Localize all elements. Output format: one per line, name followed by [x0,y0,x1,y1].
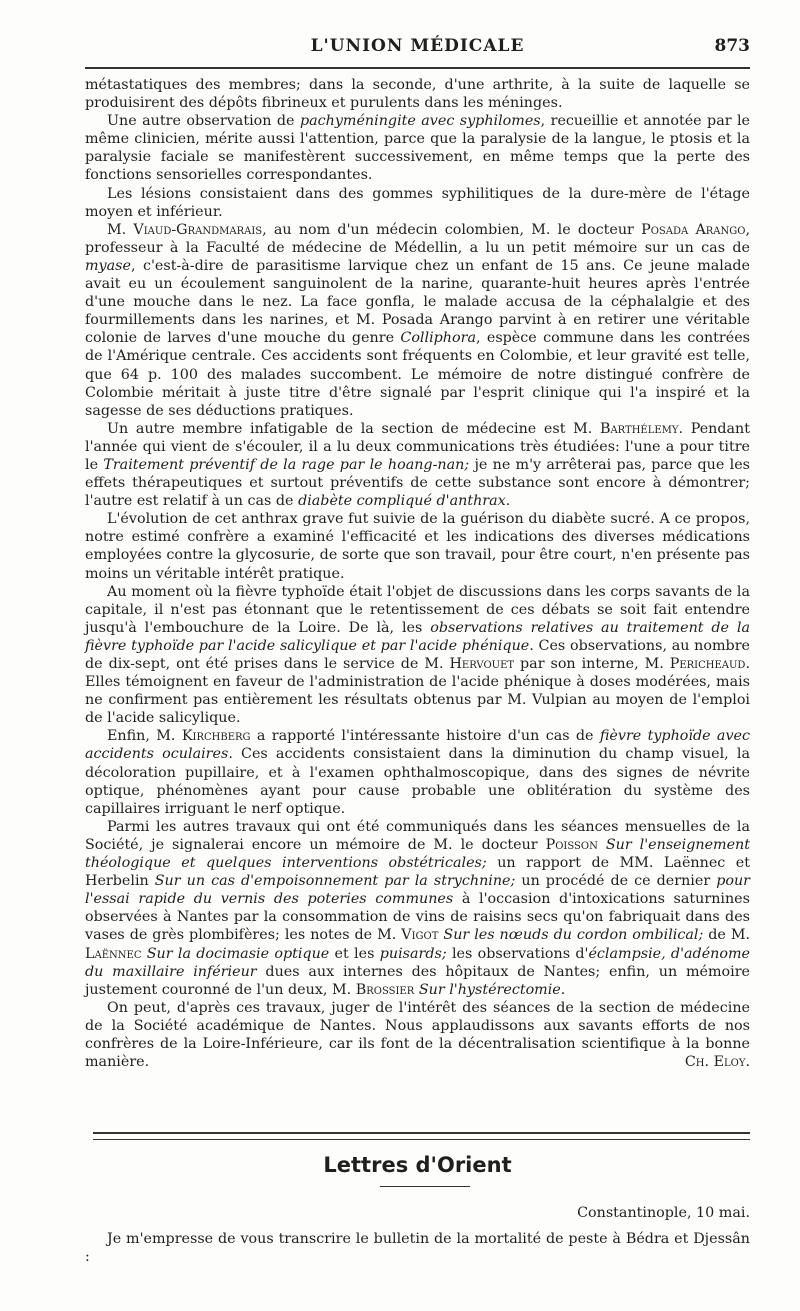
paragraph [85,727,750,817]
text: à l'occasion d'intoxications saturnines observées à Nantes par la consommation de vins de raisins secs qu'on fabriquait dans des vases de grès plombifères; les notes de M. [85,891,750,944]
paragraph [85,510,750,582]
page-number: 873 [714,36,750,56]
person-name: Hervouet [449,656,515,672]
running-header [85,36,750,60]
italic-title: pachyméningite avec syphilomes [299,113,541,130]
letter-body [85,1230,750,1266]
text: un rapport de MM. Laënnec et Herbelin [85,855,750,890]
text: . Pendant l'année qui vient de s'écouler, il a lu deux communications très étudiées: l'une a pour titre le [85,420,750,473]
text: . [560,981,566,998]
italic-title: Traitement préventif de la rage par le hoang-nan; [103,456,470,473]
text: de M. [703,927,751,944]
person-name: Laënnec [85,945,142,962]
text: . Ces observations, au nombre de dix-sept, ont été prises dans le service de M. [85,637,750,672]
paragraph [85,1230,750,1266]
italic-title: fièvre typhoïde avec accidents oculaires [85,728,750,763]
text: , c'est-à-dire de parasitisme larvique chez un enfant de 15 ans. Ce jeune malade avait eu un écoulement sanguinolent de la narine, quarante-huit heures après l'entrée d'une mouche dans le nez. La face gonfla, le malade accusa de la céphalalgie et des fourmillements dans les narines, et M. Posada Arango parvint à en retirer une véritable colonie de larves d'une mouche du genre [85,257,750,347]
paragraph [85,76,750,112]
text: , au nom d'un médecin colombien, M. le docteur [262,221,642,238]
italic-title: Sur la docimasie optique [146,945,330,962]
text: Je m'empresse de vous transcrire le bulletin de la mortalité de peste à Bédra et Djessân : [85,1231,750,1266]
text: Enfin, M. [107,728,182,745]
signature-text: Ch. Eloy. [684,1054,750,1071]
italic-title: observations relatives au traitement de la fièvre typhoïde par l'acide salicylique et par l'acide phénique [85,619,750,654]
running-title: L'UNION MÉDICALE [310,36,525,56]
text: les observations d' [446,945,589,962]
text: dues aux internes des hôpitaux de Nantes; enfin, un mémoire justement couronné de l'un deux, M. [85,963,750,998]
text: M. [107,221,134,238]
text [598,837,606,853]
italic-term: Colliphora [400,330,476,347]
text: par son interne, M. [514,656,670,672]
text: Une autre observation de [107,113,300,130]
person-name: Viaud-Grandmarais [133,221,263,238]
italic-title: Sur un cas d'empoisonnement par la strychnine; [154,873,516,890]
text: , espèce commune dans les contrées de l'Amérique centrale. Ces accidents sont fréquents en Colombie, et leur gravité est telle, que 64 p. 100 des malades succombent. Le mémoire de notre distingué confrère de Colombie méritait à juste titre d'être signalé par l'esprit clinique qui l'a inspiré et la sagesse de ses déductions pratiques. [85,330,750,419]
paragraph [85,112,750,184]
italic-title: Sur l'enseignement théologique et quelques interventions obstétricales; [85,836,750,872]
text: L'évolution de cet anthrax grave fut suivie de la guérison du diabète sucré. A ce propos, notre estimé confrère a examiné l'efficacité et les indications des diverses médications employées contre la glycosurie, de sorte que son travail, pour être court, n'en présente pas moins un véritable intérêt pratique. [85,511,750,582]
paragraph [85,999,750,1071]
paragraph [85,420,750,510]
person-name: Barthélemy [599,420,679,437]
text: , professeur à la Faculté de médecine de Médellin, a lu un petit mémoire sur un cas de [85,221,751,256]
person-name: Brossier [355,981,415,998]
person-name: Vigot [401,927,439,944]
text: Un autre membre infatigable de la section de médecine est M. [107,420,600,437]
text: Au moment où la fièvre typhoïde était l'objet de discussions dans les corps savants de la capitale, il n'est pas étonnant que le retentissement de ces débats se soit fait entendre jusqu'à l'embouchure de la Loire. De là, les [85,583,750,636]
text: un procédé de ce dernier [515,873,717,890]
text: Les lésions consistaient dans des gommes syphilitiques de la dure-mère de l'étage moyen et inférieur. [85,185,750,220]
person-name: Poisson [545,836,598,853]
text: métastatiques des membres; dans la seconde, d'une arthrite, à la suite de laquelle se produisirent des dépôts fibrineux et purulents dans les méninges. [85,77,750,112]
paragraph [85,818,750,999]
italic-title: éclampsie, d'adénome du maxillaire inférieur [85,945,750,980]
paragraph [85,583,750,728]
text: , recueillie et annotée par le même clinicien, mérite aussi l'attention, parce que la paralysie de la langue, le ptosis et la paralysie faciale se manifestèrent successivement, en même temps que la perte des fonctions sensorielles correspondantes. [85,113,751,184]
dateline: Constantinople, 10 mai. [577,1205,750,1221]
author-signature [663,1053,750,1071]
article-body [85,76,750,1071]
person-name: Posada Arango [641,221,746,238]
header-rule [85,67,750,69]
italic-title: Sur l'hystérectomie [418,981,561,998]
text: Parmi les autres travaux qui ont été communiqués dans les séances mensuelles de la Société, je signalerai encore un mémoire de M. le docteur [85,818,750,853]
person-name: Kirchberg [181,728,251,745]
text: . Elles témoignent en faveur de l'administration de l'acide phénique à doses modérées, mais ne confirment pas entièrement les résultats obtenus par M. Vulpian au moyen de l'emploi de l'acide salicylique. [85,656,750,727]
section-divider [93,1132,750,1140]
italic-title: pour l'essai rapide du vernis des poteries communes [85,873,750,908]
text: . Ces accidents consistaient dans la diminution du champ visuel, la décoloration pupillaire, et à l'examen ophthalmoscopique, dans des signes de névrite optique, phénomènes ayant pour cause probable une oblitération du système des capillaires irriguant le nerf optique. [85,746,750,817]
text: je ne m'y arrêterai pas, parce que les effets thérapeutiques et surtout préventifs de cette substance sont encore à démontrer; l'autre est relatif à un cas de [85,456,750,510]
italic-title: Sur les nœuds du cordon ombilical; [443,927,704,944]
paragraph [85,185,750,221]
text: . [505,493,511,510]
title-underline [380,1186,470,1187]
text: a rapporté l'intéressante histoire d'un cas de [250,728,600,745]
text: et les [329,945,380,962]
italic-title: puisards; [379,945,447,962]
paragraph [85,221,750,420]
page [85,0,750,1311]
italic-term: myase [85,257,131,274]
section-title: Lettres d'Orient [323,1153,512,1177]
text: On peut, d'après ces travaux, juger de l'intérêt des séances de la section de médecine de la Société académique de Nantes. Nous applaudissons aux savants efforts de nos confrères de la Loire-Inférieure, car ils font de la décentralisation scientifique à la bonne manière. [85,999,750,1071]
person-name: Pericheaud [669,656,746,672]
italic-title: diabète compliqué d'anthrax [298,493,506,510]
